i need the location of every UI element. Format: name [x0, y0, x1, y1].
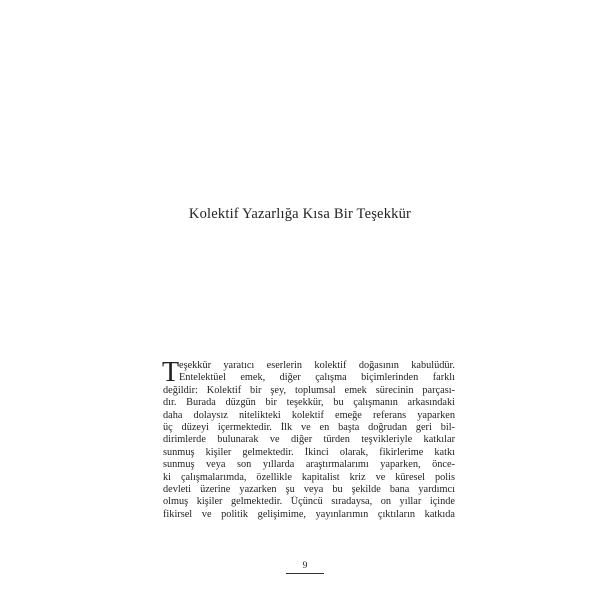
text-line: devleti üzerine yazarken şu veya bu şekilde bana yardımcı: [163, 483, 455, 495]
text-line: üç düzeyi içermektedir. İlk ve en başta doğrudan geri bil-: [163, 421, 455, 433]
page-number: 9: [302, 561, 308, 571]
text-line: değildir: Kolektif bir şey, toplumsal emek sürecinin parçası-: [163, 384, 455, 396]
drop-cap: T: [162, 357, 180, 388]
text-line: dır. Burada düzgün bir teşekkür, bu çalışmanın arkasındaki: [163, 397, 455, 409]
text-line: daha dolaysız nitelikteki kolektif emeğe referans yaparken: [163, 409, 455, 421]
text-line: sunmuş veya son yıllarda araştırmalarımı yaparken, önce-: [163, 459, 455, 471]
text-line: olmuş kişiler gelmektedir. Üçüncü sıradaysa, on yıllar içinde: [163, 496, 455, 508]
text-line: ki çalışmalarımda, özellikle kapitalist kriz ve küresel polis: [163, 471, 455, 483]
text-line: dirimlerde bulunarak ve diğer türden teşvikleriyle katkılar: [163, 434, 455, 446]
body-text: [162, 357, 455, 521]
text-line: sunmuş kişiler gelmektedir. İkinci olarak, fikirlerime katkı: [163, 446, 455, 458]
page-number-rule: [286, 573, 324, 574]
text-line: eşekkür yaratıcı eserlerin kolektif doğasının kabulüdür.: [179, 360, 455, 371]
text-line: fikirsel ve politik gelişimime, yayınlarımın çıktıların katkıda: [163, 508, 455, 520]
chapter-title: Kolektif Yazarlığa Kısa Bir Teşekkür: [188, 206, 412, 222]
text-line: Entelektüel emek, diğer çalışma biçimlerinden farklı: [179, 372, 455, 384]
